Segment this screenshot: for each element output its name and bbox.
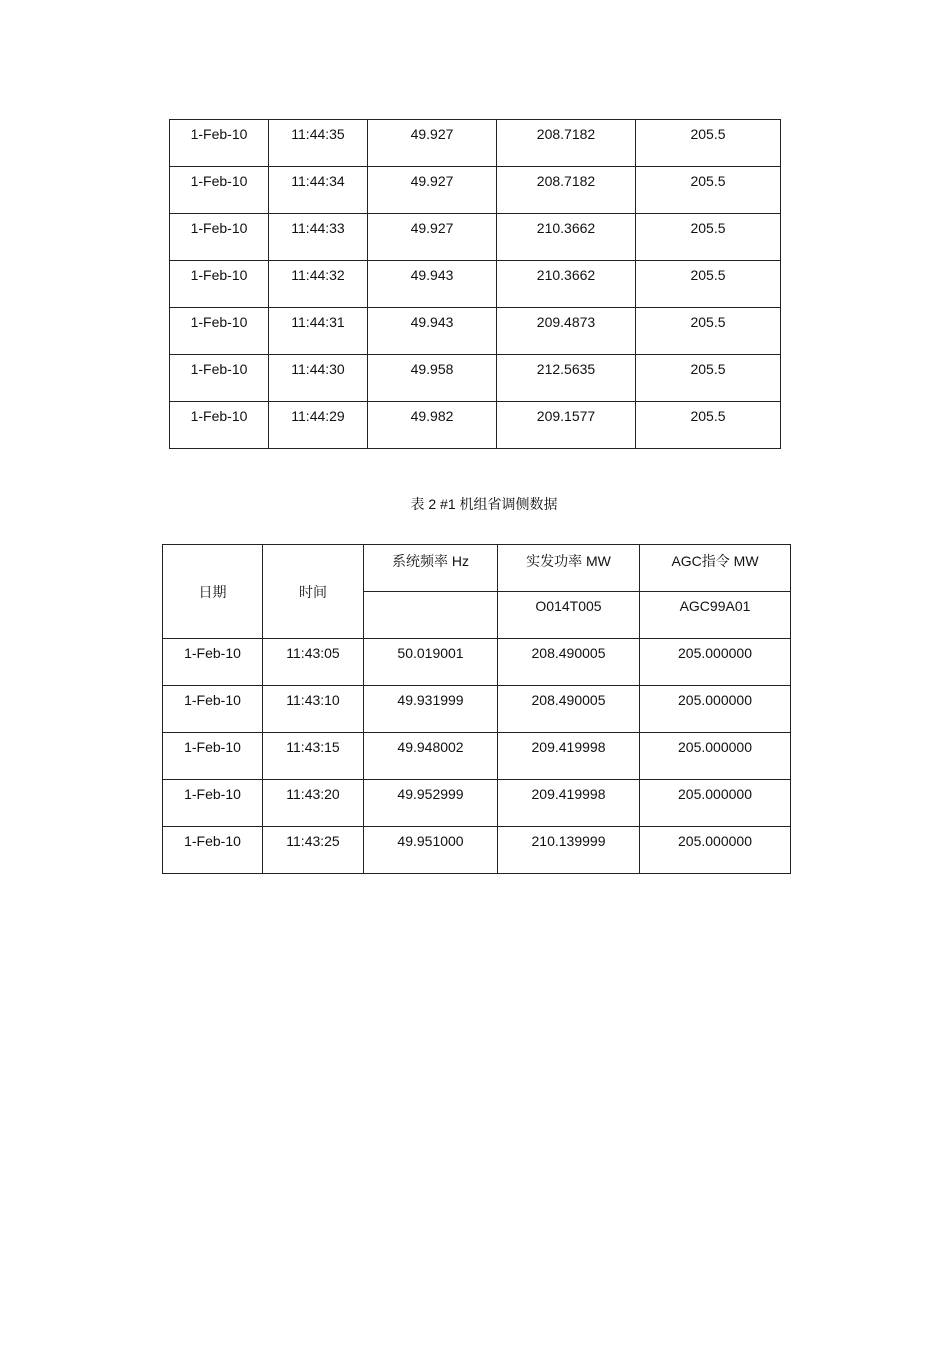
header-date: 日期: [163, 545, 263, 639]
table-cell: 11:43:25: [263, 827, 364, 874]
table-cell: 49.927: [368, 214, 497, 261]
table-2-caption: 表 2 #1 机组省调侧数据: [410, 496, 558, 512]
table-cell: 49.943: [368, 308, 497, 355]
table-cell: 11:44:35: [269, 120, 368, 167]
table-cell: 1-Feb-10: [163, 827, 263, 874]
table-cell: 208.490005: [498, 639, 640, 686]
table-cell: 209.419998: [498, 733, 640, 780]
table-cell: 205.5: [636, 402, 781, 449]
table-cell: 49.952999: [364, 780, 498, 827]
table-cell: 208.7182: [497, 167, 636, 214]
table-cell: 208.490005: [498, 686, 640, 733]
provincial-dispatch-data-table: [162, 544, 791, 874]
table-cell: 1-Feb-10: [163, 780, 263, 827]
table-cell: 11:44:32: [269, 261, 368, 308]
table-row: [163, 733, 791, 780]
header-agc-command: AGC指令 MW: [640, 545, 791, 592]
table-cell: 49.958: [368, 355, 497, 402]
table-cell: 205.5: [636, 120, 781, 167]
table-cell: 49.931999: [364, 686, 498, 733]
table-cell: 205.5: [636, 308, 781, 355]
table-cell: 210.139999: [498, 827, 640, 874]
table-1-body: [170, 120, 781, 449]
table-row: [170, 167, 781, 214]
table-cell: 49.982: [368, 402, 497, 449]
table-cell: 210.3662: [497, 261, 636, 308]
table-cell: 209.4873: [497, 308, 636, 355]
table-cell: 50.019001: [364, 639, 498, 686]
table-cell: 49.927: [368, 120, 497, 167]
table-cell: 1-Feb-10: [170, 261, 269, 308]
table-row: [163, 639, 791, 686]
table-row: [170, 308, 781, 355]
header-actual-power: 实发功率 MW: [498, 545, 640, 592]
table-cell: 1-Feb-10: [170, 120, 269, 167]
table-cell: 49.948002: [364, 733, 498, 780]
table-cell: 205.5: [636, 167, 781, 214]
table-cell: 212.5635: [497, 355, 636, 402]
table-cell: 11:44:30: [269, 355, 368, 402]
table-cell: 205.5: [636, 355, 781, 402]
table-row: [163, 686, 791, 733]
table-cell: 205.000000: [640, 733, 791, 780]
table-cell: 208.7182: [497, 120, 636, 167]
header-frequency-tag: [364, 592, 498, 639]
table-2-body: [163, 639, 791, 874]
header-time: 时间: [263, 545, 364, 639]
table-cell: 49.943: [368, 261, 497, 308]
table-cell: 11:43:20: [263, 780, 364, 827]
header-power-tag: O014T005: [498, 592, 640, 639]
table-cell: 1-Feb-10: [163, 639, 263, 686]
table-cell: 1-Feb-10: [170, 402, 269, 449]
table-cell: 11:43:10: [263, 686, 364, 733]
table-cell: 209.419998: [498, 780, 640, 827]
table-cell: 209.1577: [497, 402, 636, 449]
table-cell: 11:43:05: [263, 639, 364, 686]
table-cell: 205.000000: [640, 780, 791, 827]
table-row: [170, 402, 781, 449]
table-cell: 1-Feb-10: [163, 686, 263, 733]
table-cell: 1-Feb-10: [170, 308, 269, 355]
unit-data-table-1: [169, 119, 781, 449]
table-row: [170, 214, 781, 261]
table-cell: 11:43:15: [263, 733, 364, 780]
table-cell: 1-Feb-10: [170, 214, 269, 261]
table-cell: 1-Feb-10: [163, 733, 263, 780]
table-cell: 11:44:33: [269, 214, 368, 261]
table-2-header-row: [163, 545, 791, 592]
table-cell: 205.000000: [640, 827, 791, 874]
table-cell: 1-Feb-10: [170, 167, 269, 214]
table-cell: 205.000000: [640, 639, 791, 686]
table-cell: 205.5: [636, 261, 781, 308]
table-cell: 205.000000: [640, 686, 791, 733]
table-row: [170, 355, 781, 402]
header-agc-tag: AGC99A01: [640, 592, 791, 639]
table-row: [163, 780, 791, 827]
header-frequency: 系统频率 Hz: [364, 545, 498, 592]
table-cell: 49.951000: [364, 827, 498, 874]
table-cell: 1-Feb-10: [170, 355, 269, 402]
table-cell: 11:44:29: [269, 402, 368, 449]
table-row: [170, 120, 781, 167]
table-cell: 210.3662: [497, 214, 636, 261]
table-row: [170, 261, 781, 308]
table-cell: 11:44:31: [269, 308, 368, 355]
table-cell: 49.927: [368, 167, 497, 214]
table-row: [163, 827, 791, 874]
table-cell: 11:44:34: [269, 167, 368, 214]
table-cell: 205.5: [636, 214, 781, 261]
